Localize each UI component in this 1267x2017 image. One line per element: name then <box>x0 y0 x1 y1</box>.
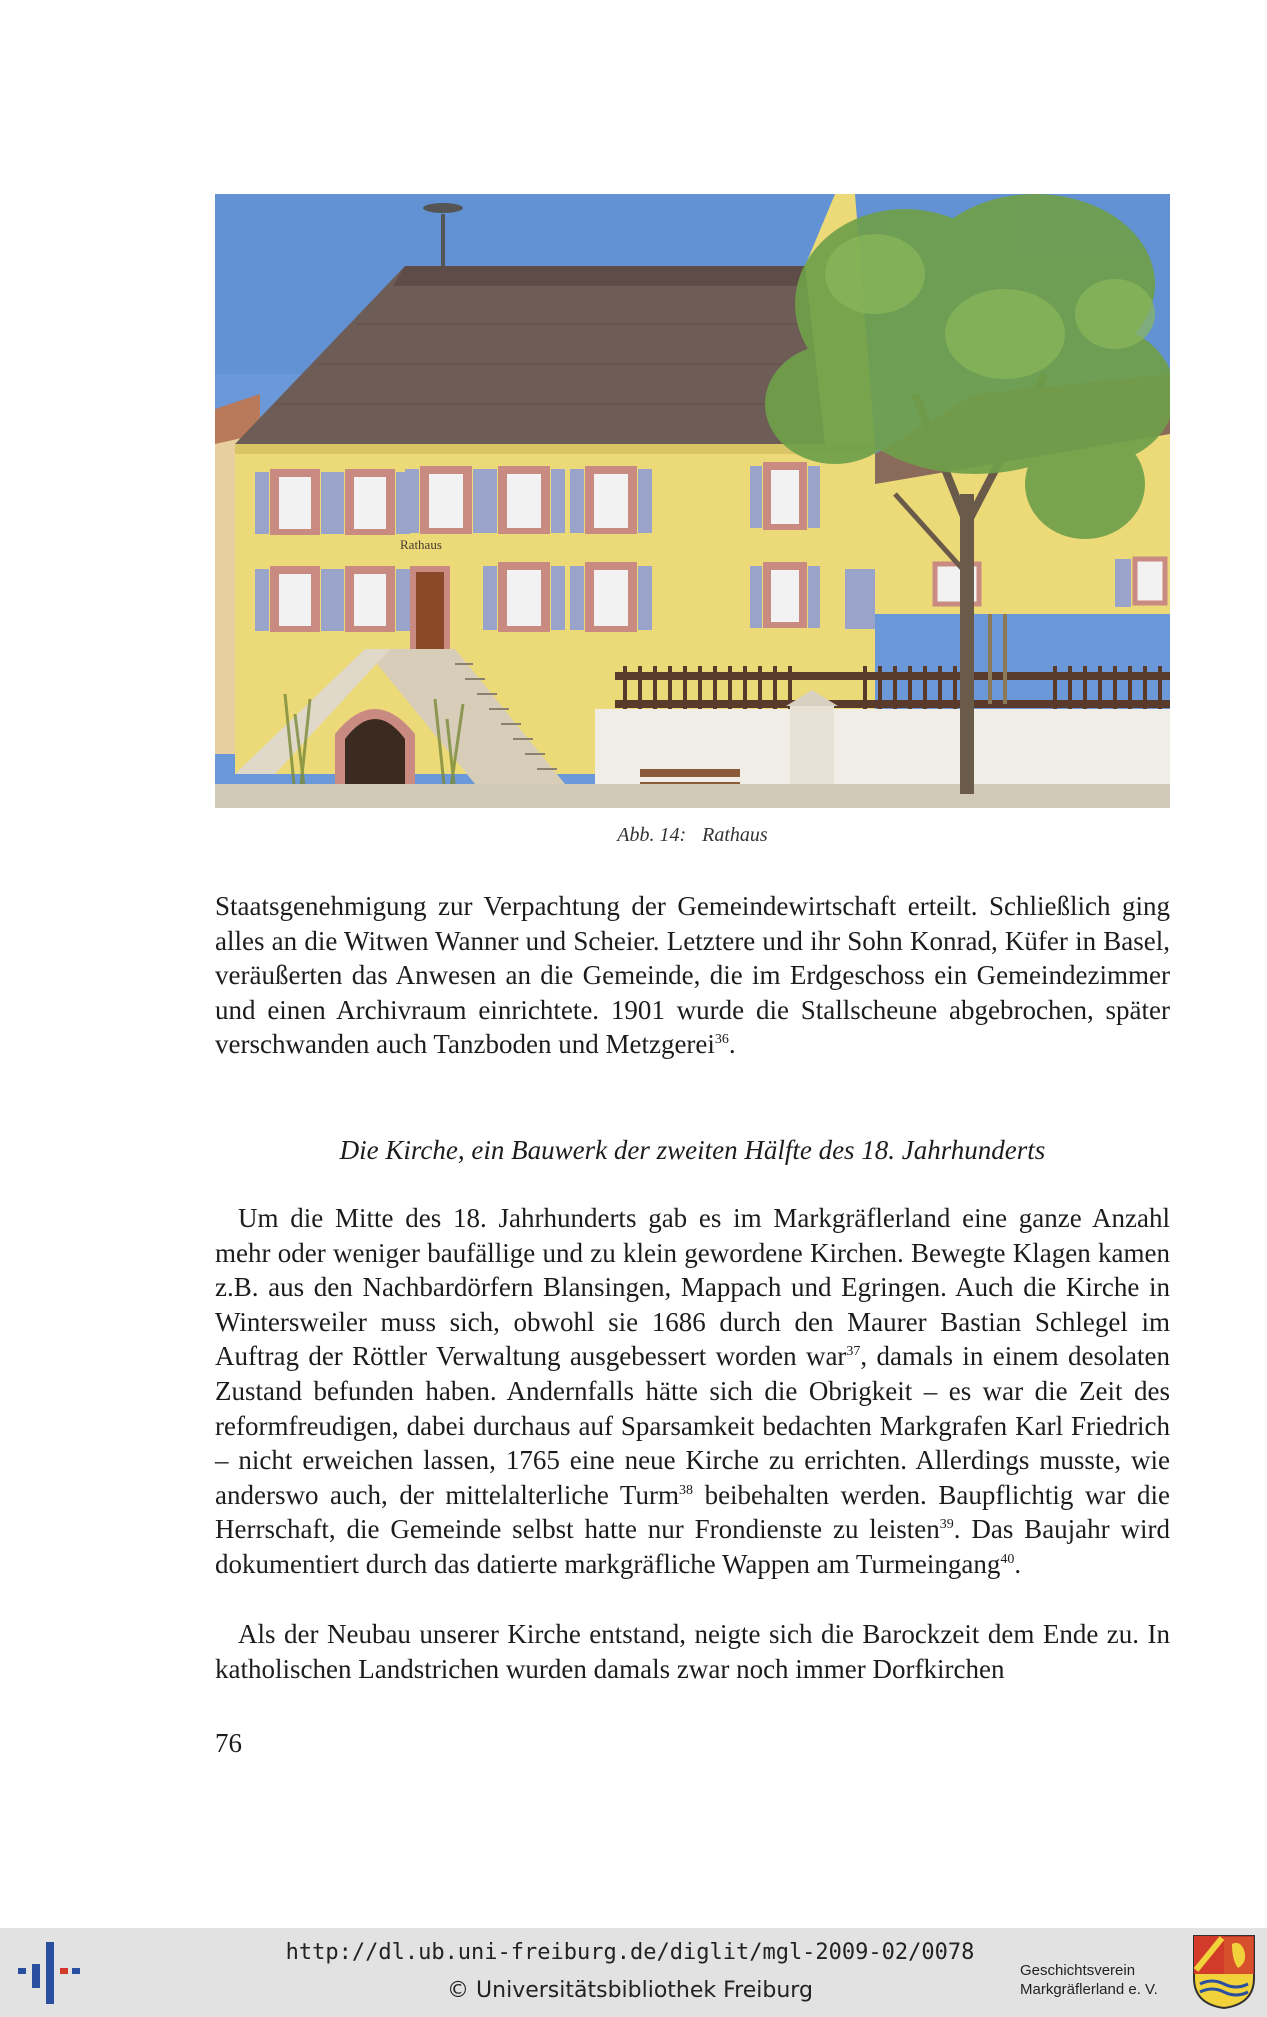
paragraph-3: Als der Neubau unserer Kirche entstand, neigte sich die Barockzeit dem Ende zu. In katholischen Landstrichen wurden damals zwar noch immer Dorfkirchen <box>215 1619 1170 1684</box>
rathaus-sign: Rathaus <box>400 537 442 552</box>
footnote-38: 38 <box>678 1482 693 1498</box>
caption-label: Abb. 14: <box>617 824 687 846</box>
paragraph-2-text-d: . Das Baujahr wird dokumentiert durch das datierte markgräfliche Wappen am Turmeingang <box>215 1514 1170 1579</box>
footer-url-link[interactable]: http://dl.ub.uni-freiburg.de/diglit/mgl-2009-02/0078 <box>285 1940 975 1965</box>
society-name <box>1020 1961 1190 1999</box>
section-heading: Die Kirche, ein Bauwerk der zweiten Hälfte des 18. Jahrhunderts <box>339 1135 1046 1165</box>
caption-title: Rathaus <box>702 824 768 846</box>
paragraph-2-text-b: , damals in einem desolaten Zustand befunden haben. Andernfalls hätte sich die Obrigkeit – es war die Zeit des reformfreudigen, dabei durchaus auf Sparsamkeit bedachten Markgrafen Karl Friedrich – nicht erweichen lassen, 1765 eine neue Kirche zu errichten. Allerdings musste, wie anderswo auch, der mittelalterliche Turm <box>215 1341 1170 1510</box>
paragraph-1-end: . <box>728 1029 736 1060</box>
footer-bar <box>0 1928 1267 2017</box>
coat-of-arms-icon <box>1192 1934 1256 2010</box>
paragraph-1 <box>215 889 1170 1062</box>
figure-caption <box>215 824 1170 847</box>
rathaus-illustration <box>215 194 1170 808</box>
society-line-2: Markgräflerland e. V. <box>1020 1981 1158 1998</box>
paragraph-2 <box>215 1201 1170 1582</box>
society-line-1: Geschichtsverein <box>1020 1962 1136 1979</box>
paragraph-2-text-e: . <box>1014 1548 1022 1579</box>
paragraph-1-text: Staatsgenehmigung zur Verpachtung der Gemeindewirtschaft erteilt. Schließlich ging alles an die Witwen Wanner und Scheier. Letztere und ihr Sohn Konrad, Küfer in Basel, veräußerten das Anwesen an die Gemeinde, die im Erdgeschoss ein Gemeindezimmer und einen Archivraum einrichtete. 1901 wurde die Stallscheune abgebrochen, später verschwanden auch Tanzboden und Metzgerei <box>215 891 1170 1060</box>
paragraph-2-text-c: beibehalten werden. Baupflichtig war die Herrschaft, die Gemeinde selbst hatte nur Frondienste zu leisten <box>215 1479 1170 1545</box>
footnote-37: 37 <box>846 1344 861 1360</box>
page-number: 76 <box>215 1728 242 1758</box>
footnote-39: 39 <box>939 1517 954 1533</box>
ub-freiburg-logo-icon <box>16 1938 80 2008</box>
rathaus-photo <box>215 194 1170 808</box>
footnote-40: 40 <box>1000 1552 1015 1568</box>
paragraph-2-text-a: Um die Mitte des 18. Jahrhunderts gab es im Markgräflerland eine ganze Anzahl mehr oder weniger baufällige und zu klein gewordene Kirchen. Bewegte Klagen kamen z.B. aus den Nachbardörfern Blansingen, Mappach und Egringen. Auch die Kirche in Wintersweiler muss sich, obwohl sie 1686 durch den Maurer Bastian Schlegel im Auftrag der Röttler Verwaltung ausgebessert worden war <box>215 1203 1170 1372</box>
footer-copyright: © Universitätsbibliothek Freiburg <box>447 1978 813 2003</box>
footnote-36: 36 <box>714 1032 729 1048</box>
